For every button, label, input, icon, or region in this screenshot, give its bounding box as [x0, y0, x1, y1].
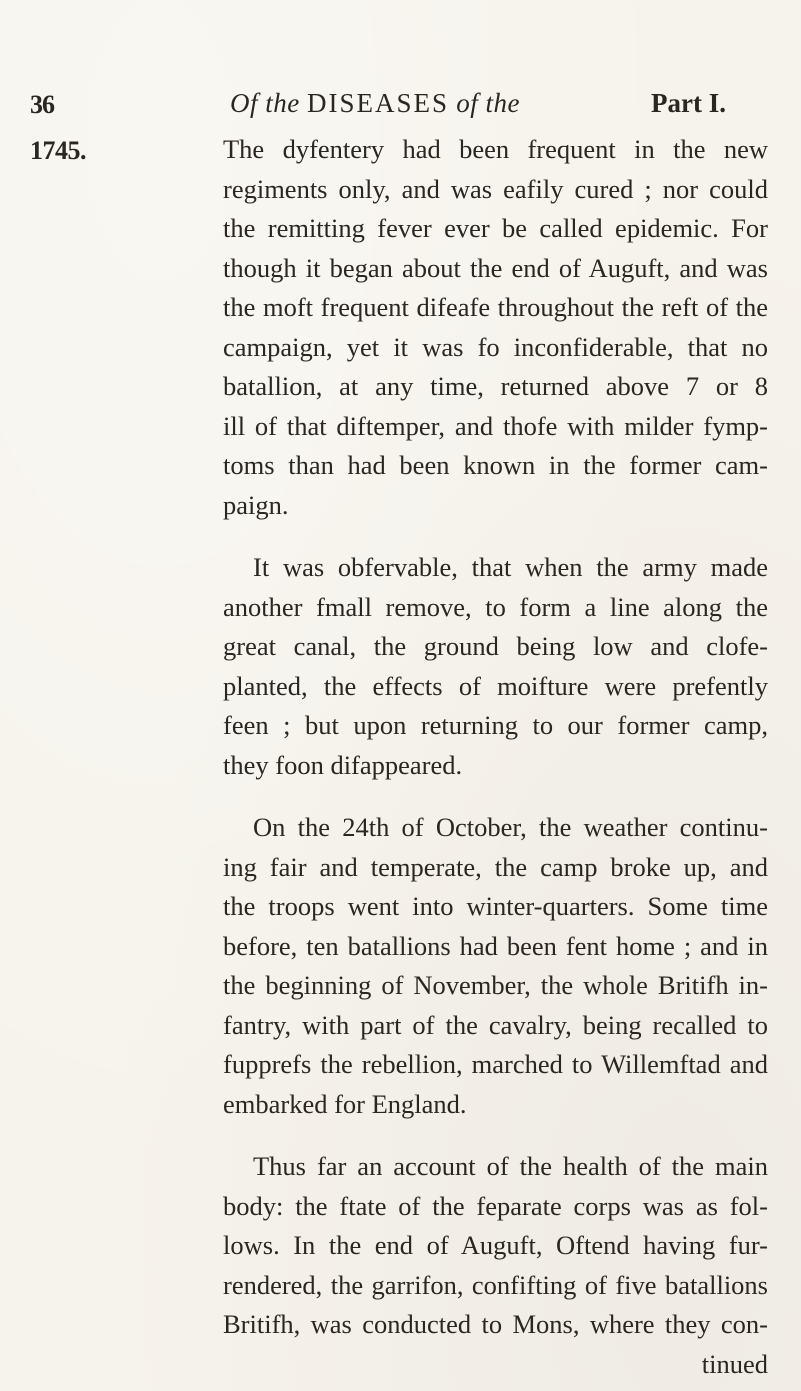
page-number: 36 — [30, 90, 54, 119]
paragraph-4 — [223, 1147, 768, 1384]
text-line: fupprefs the rebellion, marched to Willemftad and — [223, 1049, 768, 1079]
text-line: body: the ftate of the feparate corps was as fol- — [223, 1190, 768, 1221]
running-title-main: DISEASES — [307, 88, 450, 118]
text-line: ing fair and temperate, the camp broke up, and — [223, 851, 768, 882]
text-line: paign. — [223, 489, 289, 520]
running-title-suffix: of the — [456, 88, 521, 118]
paragraph-gap — [223, 1124, 768, 1147]
text-line: the remitting fever ever be called epidemic. For — [223, 213, 768, 243]
running-title — [230, 88, 520, 119]
paragraph-gap — [223, 525, 768, 548]
text-line: Britifh, was conducted to Mons, where they con- — [223, 1309, 768, 1339]
text-line: planted, the effects of moifture were prefently — [223, 670, 768, 701]
paragraph-1 — [223, 130, 768, 525]
part-label: Part I. — [651, 88, 726, 118]
text-line: On the 24th of October, the weather continu- — [253, 812, 768, 842]
text-line: Thus far an account of the health of the main — [253, 1151, 768, 1181]
catchword: tinued — [701, 1348, 768, 1379]
text-line: great canal, the ground being low and clofe- — [223, 631, 768, 661]
text-line: another fmall remove, to form a line along the — [223, 591, 768, 622]
text-line: feen ; but upon returning to our former camp, — [223, 710, 768, 740]
text-line: fantry, with part of the cavalry, being recalled to — [223, 1009, 768, 1040]
running-header — [0, 86, 801, 126]
paragraph-3 — [223, 808, 768, 1124]
text-line: ill of that diftemper, and thofe with milder fymp- — [223, 410, 768, 441]
text-line: they foon difappeared. — [223, 749, 463, 780]
text-line: before, ten batallions had been fent home ; and in — [223, 930, 768, 961]
running-title-prefix: Of the — [230, 88, 300, 118]
text-line: embarked for England. — [223, 1088, 467, 1119]
text-line: the beginning of November, the whole Britifh in- — [223, 970, 768, 1000]
margin-year: 1745. — [30, 136, 86, 165]
text-line: It was obfervable, that when the army made — [253, 552, 768, 582]
paragraph-gap — [223, 785, 768, 808]
text-line: regiments only, and was eafily cured ; nor could — [223, 173, 768, 204]
text-line: rendered, the garrifon, confifting of five batallions — [223, 1269, 768, 1300]
text-line: lows. In the end of Auguft, Oftend having fur- — [223, 1230, 768, 1260]
text-line: toms than had been known in the former cam- — [223, 450, 768, 480]
text-line: campaign, yet it was fo inconfiderable, that no — [223, 331, 768, 362]
body-text — [223, 130, 768, 1384]
text-line: the troops went into winter-quarters. Some time — [223, 891, 768, 921]
text-line: batallion, at any time, returned above 7 or 8 — [223, 371, 768, 401]
text-line: the moft frequent difeafe throughout the reft of the — [223, 292, 768, 322]
text-line: The dyfentery had been frequent in the new — [223, 134, 768, 164]
text-line: though it began about the end of Auguft, and was — [223, 252, 768, 283]
paragraph-2 — [223, 548, 768, 785]
